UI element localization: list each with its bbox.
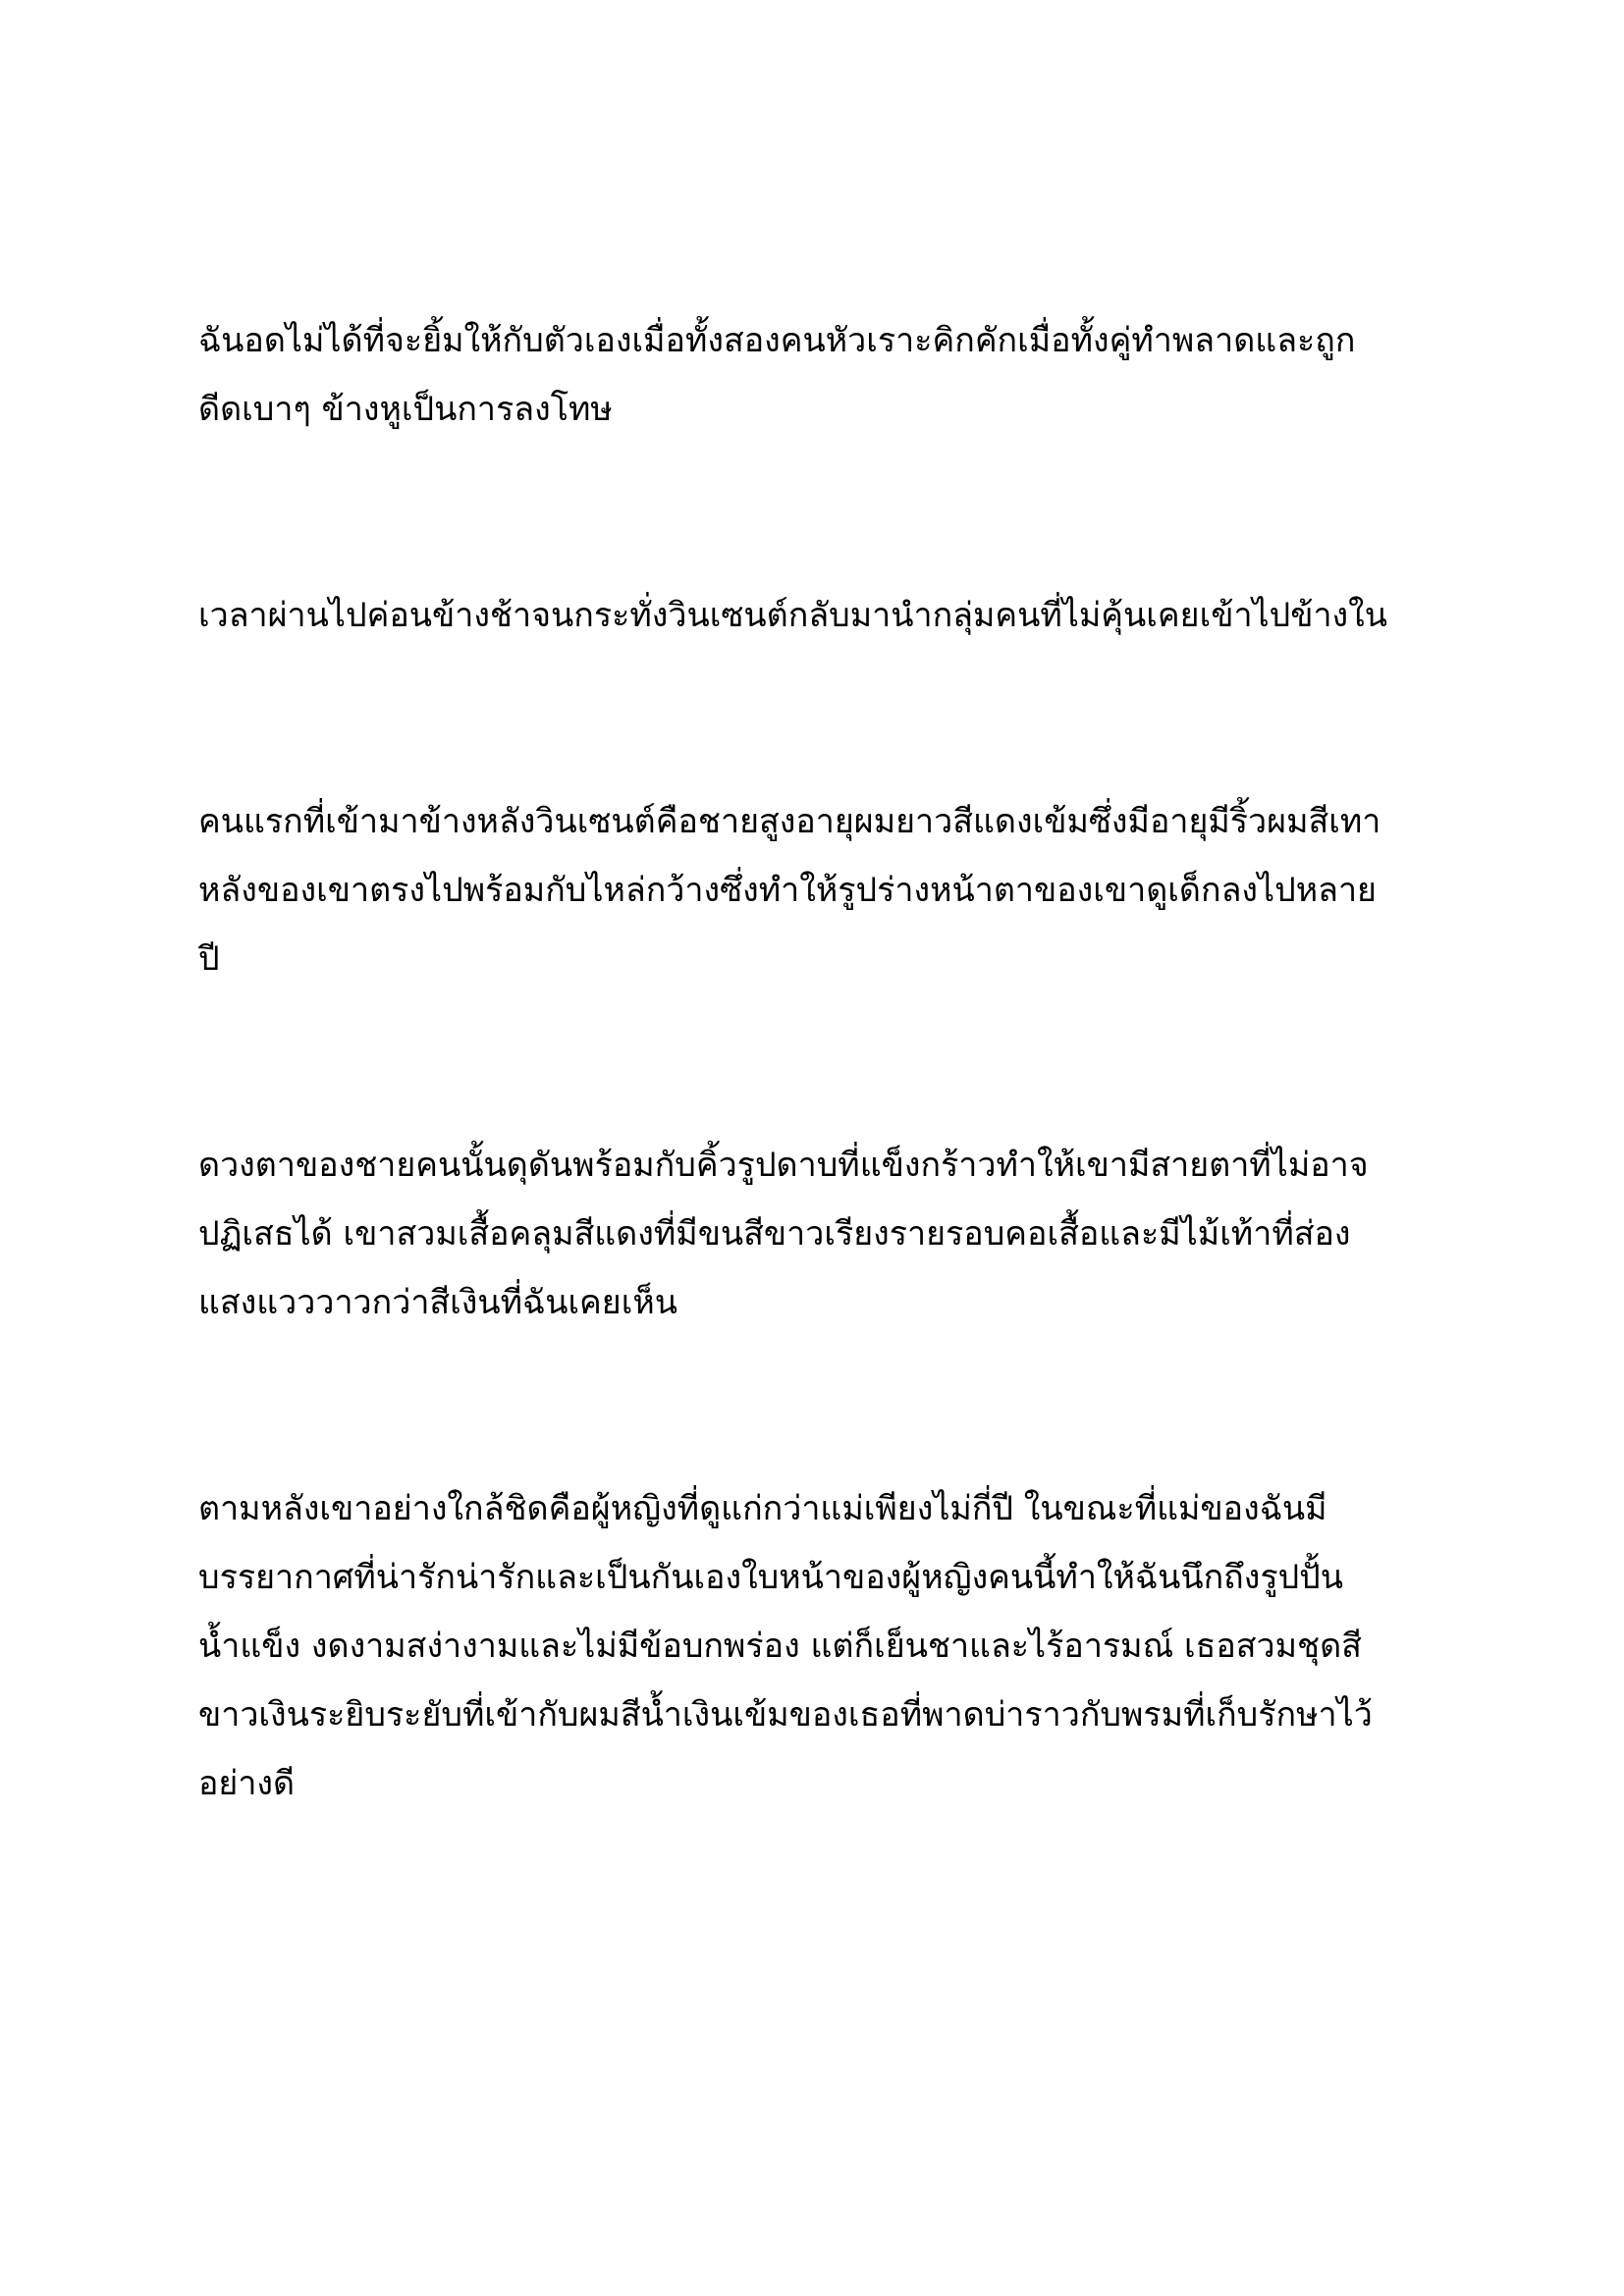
paragraph-5 [198,1474,1435,1818]
paragraph-1 [198,306,1435,444]
text-line: ปฏิเสธได้ เขาสวมเสื้อคลุมสีแดงที่มีขนสีขาวเรียงรายรอบคอเสื้อและมีไม้เท้าที่ส่อง [198,1214,1351,1254]
text-line: ปี [198,939,220,979]
text-line: ดวงตาของชายคนนั้นดุดันพร้อมกับคิ้วรูปดาบที่แข็งกร้าวทำให้เขามีสายตาที่ไม่อาจ [198,1146,1369,1185]
text-line: น้ำแข็ง งดงามสง่างามและไม่มีข้อบกพร่อง แต่ก็เย็นชาและไร้อารมณ์ เธอสวมชุดสี [198,1627,1362,1666]
paragraph-4 [198,1131,1435,1337]
text-line: เวลาผ่านไปค่อนข้างช้าจนกระทั่งวินเซนต์กลับมานำกลุ่มคนที่ไม่คุ้นเคยเข้าไปข้างใน [198,596,1388,635]
text-line: ฉันอดไม่ได้ที่จะยิ้มให้กับตัวเองเมื่อทั้งสองคนหัวเราะคิกคักเมื่อทั้งคู่ทำพลาดและถูก [198,321,1356,360]
text-line: ขาวเงินระยิบระยับที่เข้ากับผมสีน้ำเงินเข้มของเธอที่พาดบ่าราวกับพรมที่เก็บรักษาไว้ [198,1695,1373,1735]
text-line: แสงแวววาวกว่าสีเงินที่ฉันเคยเห็น [198,1283,678,1322]
text-line: บรรยากาศที่น่ารักน่ารักและเป็นกันเองใบหน้าของผู้หญิงคนนี้ทำให้ฉันนึกถึงรูปปั้น [198,1558,1344,1597]
document-body [198,306,1435,1955]
text-line: คนแรกที่เข้ามาข้างหลังวินเซนต์คือชายสูงอายุผมยาวสีแดงเข้มซึ่งมีอายุมีริ้วผมสีเทา [198,802,1381,841]
paragraph-2 [198,581,1435,650]
text-line: อย่างดี [198,1764,296,1803]
paragraph-3 [198,787,1435,993]
text-line: ตามหลังเขาอย่างใกล้ชิดคือผู้หญิงที่ดูแก่กว่าแม่เพียงไม่กี่ปี ในขณะที่แม่ของฉันมี [198,1489,1327,1528]
text-line: ดีดเบาๆ ข้างหูเป็นการลงโทษ [198,390,613,429]
text-line: หลังของเขาตรงไปพร้อมกับไหล่กว้างซึ่งทำให้รูปร่างหน้าตาของเขาดูเด็กลงไปหลาย [198,871,1377,910]
